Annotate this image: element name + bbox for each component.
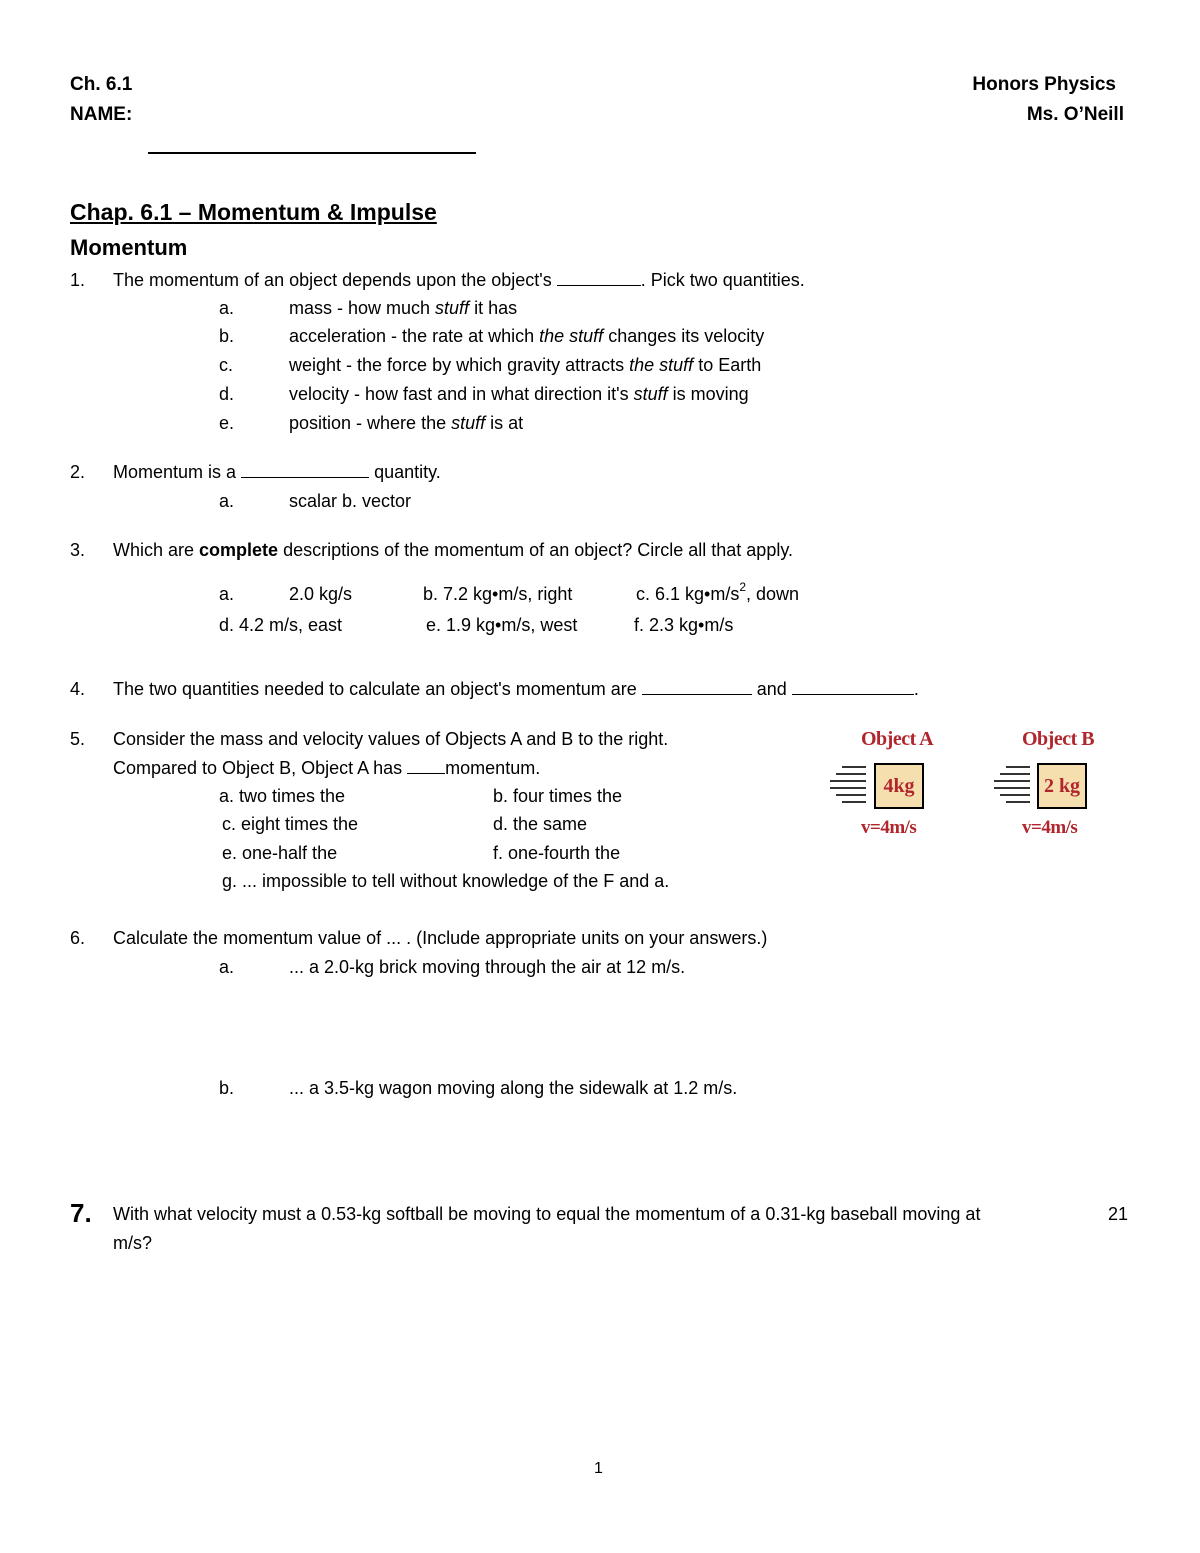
q3-option-c[interactable]: c. 6.1 $kg•m/s^2$, down (636, 580, 800, 604)
q3-option-b[interactable]: b. 7.2 kg•m/s, right (423, 584, 573, 604)
q1-option-label: e. (219, 413, 235, 433)
q7-question-value: 21 (1108, 1204, 1129, 1224)
q1-question (113, 269, 805, 291)
teacher-label: Ms. O’Neill (1026, 104, 1124, 125)
q1-text-b: . Pick two quantities. (640, 270, 805, 290)
q4-answer-blank-2[interactable] (792, 678, 914, 695)
q3-option-d[interactable]: d. 4.2 m/s, east (219, 615, 343, 635)
q6-question: Calculate the momentum value of ... . (Include appropriate units on your answers.) (113, 928, 768, 948)
q6b-label: b. (219, 1078, 235, 1098)
q5-option-e[interactable]: e. one-half the (222, 843, 338, 863)
q6a-text: ... a 2.0-kg brick moving through the air at 12 m/s. (289, 957, 686, 977)
q5-option-f[interactable]: f. one-fourth the (493, 843, 621, 863)
q6b-text: ... a 3.5-kg wagon moving along the sidewalk at 1.2 m/s. (289, 1078, 738, 1098)
q2-option-label: a. (219, 491, 235, 511)
name-label: NAME: (70, 104, 133, 125)
q1-option-c[interactable]: weight - the force by which gravity attracts the stuff to Earth (289, 355, 762, 375)
q2-options[interactable]: scalar b. vector (289, 491, 412, 511)
object-b-box: 2 kg (1037, 763, 1087, 809)
q2-question: Momentum is a quantity. (113, 462, 441, 482)
q5-number: 5. (70, 729, 86, 749)
section-heading: Momentum (70, 235, 188, 260)
q7-number: 7. (70, 1198, 92, 1228)
q5-option-d[interactable]: d. the same (493, 814, 588, 834)
q1-option-b[interactable]: acceleration - the rate at which the stuff changes its velocity (289, 326, 765, 346)
q1-option-d[interactable]: velocity - how fast and in what direction it's stuff is moving (289, 384, 749, 404)
object-a-velocity: v=4m/s (861, 817, 917, 838)
object-b-title: Object B (1022, 728, 1095, 750)
q1-text-a: The momentum of an object depends upon the object's (113, 270, 552, 290)
q1-option-label: b. (219, 326, 235, 346)
name-blank-line[interactable] (148, 152, 476, 154)
course-label: Honors Physics (972, 74, 1116, 95)
q4-number: 4. (70, 679, 86, 699)
object-a-title: Object A (861, 728, 934, 750)
object-b-motion-lines-icon (994, 766, 1034, 808)
q5-option-g[interactable]: g. ... impossible to tell without knowledge of the F and a. (222, 871, 670, 891)
q1-option-a[interactable]: mass - how much stuff it has (289, 298, 518, 318)
q4-question: The two quantities needed to calculate an object's momentum are and . (113, 679, 919, 699)
q5-answer-blank[interactable] (407, 757, 445, 774)
q3-option-label: a. (219, 584, 235, 604)
q7-question-line2: m/s? (113, 1233, 153, 1253)
q3-question: Which are complete descriptions of the momentum of an object? Circle all that apply. (113, 540, 793, 560)
q1-option-label: a. (219, 298, 235, 318)
q1-number: 1. (70, 270, 86, 290)
q6-number: 6. (70, 928, 86, 948)
q4-answer-blank-1[interactable] (642, 678, 752, 695)
q1-option-e[interactable]: position - where the stuff is at (289, 413, 524, 433)
q3-option-a[interactable]: 2.0 kg/s (289, 584, 353, 604)
page-number: 1 (594, 1460, 603, 1477)
q7-question: With what velocity must a 0.53-kg softball be moving to equal the momentum of a 0.31-kg baseball moving at (113, 1204, 981, 1224)
q2-number: 2. (70, 462, 86, 482)
q3-option-e[interactable]: e. 1.9 kg•m/s, west (426, 615, 578, 635)
chapter-label: Ch. 6.1 (70, 74, 133, 95)
q1-option-label: c. (219, 355, 234, 375)
q3-number: 3. (70, 540, 86, 560)
q5-option-c[interactable]: c. eight times the (222, 814, 359, 834)
page-title: Chap. 6.1 – Momentum & Impulse (70, 199, 437, 225)
q6a-label: a. (219, 957, 235, 977)
q1-option-label: d. (219, 384, 235, 404)
object-a-motion-lines-icon (830, 766, 870, 808)
q2-answer-blank[interactable] (241, 461, 369, 478)
q5-option-b[interactable]: b. four times the (493, 786, 623, 806)
object-b-velocity: v=4m/s (1022, 817, 1078, 838)
object-a-box: 4kg (874, 763, 924, 809)
q5-question-line2: Compared to Object B, Object A has momentum. (113, 758, 541, 778)
q3-option-f[interactable]: f. 2.3 kg•m/s (634, 615, 734, 635)
q5-option-a[interactable]: a. two times the (219, 786, 346, 806)
q1-answer-blank[interactable] (557, 269, 641, 286)
q5-question-line1: Consider the mass and velocity values of Objects A and B to the right. (113, 729, 669, 749)
